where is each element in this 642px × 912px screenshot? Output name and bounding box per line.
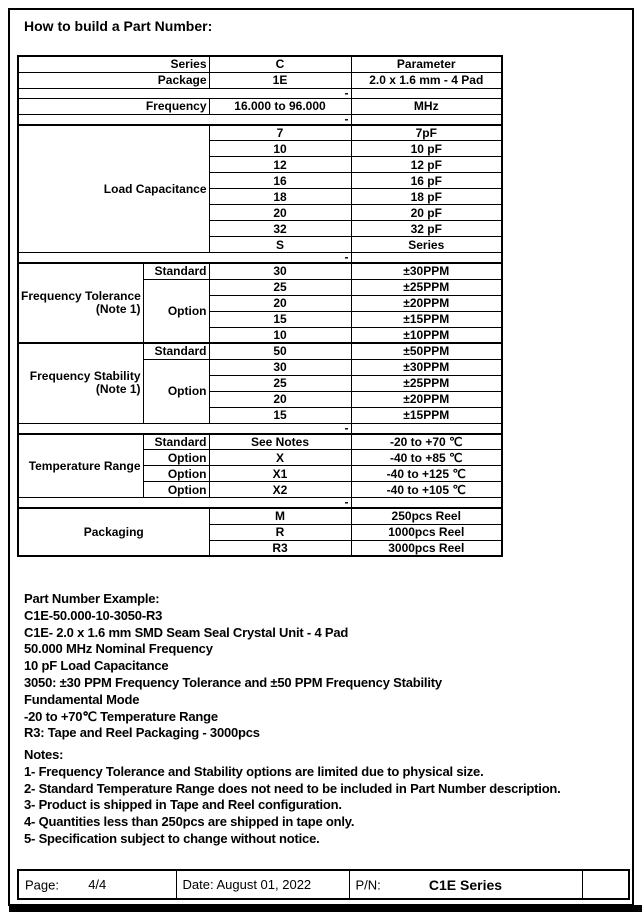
separator-dash-cell: - <box>18 88 351 98</box>
separator-empty-cell <box>351 253 502 264</box>
temperature-range-row <box>18 434 502 450</box>
ft-param-cell: ±10PPM <box>351 327 502 343</box>
separator-empty-cell <box>351 498 502 509</box>
ft-code-cell: 10 <box>209 327 351 343</box>
tr-param-cell: -40 to +125 ℃ <box>351 466 502 482</box>
lc-code-cell: S <box>209 237 351 253</box>
footer-row <box>18 870 629 899</box>
footer-date-cell <box>176 870 349 899</box>
page-title: How to build a Part Number: <box>24 18 213 34</box>
notes-heading: Notes: <box>24 747 64 762</box>
frequency-tolerance-label-cell <box>18 263 143 343</box>
example-heading: Part Number Example: <box>24 591 160 606</box>
lc-code-cell: 12 <box>209 157 351 173</box>
lc-param-cell: 16 pF <box>351 173 502 189</box>
lc-code-cell: 18 <box>209 189 351 205</box>
frequency-stability-label: Frequency Stability <box>29 369 141 384</box>
footer-table <box>17 869 630 900</box>
example-line: 50.000 MHz Nominal Frequency <box>24 641 213 657</box>
pkg-param-cell: 3000pcs Reel <box>351 540 502 556</box>
fs-param-cell: ±50PPM <box>351 343 502 359</box>
frequency-stability-note: (Note 1) <box>95 382 141 397</box>
tr-type-cell: Option <box>143 482 209 498</box>
series-label-cell: Series <box>18 56 209 72</box>
lc-param-cell: 20 pF <box>351 205 502 221</box>
tr-type-cell: Option <box>143 450 209 466</box>
frequency-value-cell: 16.000 to 96.000 <box>209 98 351 114</box>
ft-param-cell: ±30PPM <box>351 263 502 279</box>
packaging-label-cell: Packaging <box>18 508 209 556</box>
lc-param-cell: 12 pF <box>351 157 502 173</box>
fs-code-cell: 50 <box>209 343 351 359</box>
package-value-cell: 1E <box>209 72 351 88</box>
separator-row <box>18 423 502 434</box>
example-line: 3050: ±30 PPM Frequency Tolerance and ±50 PPM Frequency Stability <box>24 674 442 690</box>
example-line: -20 to +70℃ Temperature Range <box>24 708 218 724</box>
load-capacitance-label-cell: Load Capacitance <box>18 125 209 253</box>
lc-code-cell: 10 <box>209 141 351 157</box>
date-text: Date: August 01, 2022 <box>182 877 312 892</box>
frequency-stability-label-cell <box>18 343 143 423</box>
lc-param-cell: 18 pF <box>351 189 502 205</box>
fs-standard-label-cell: Standard <box>143 343 209 359</box>
fs-code-cell: 25 <box>209 375 351 391</box>
frequency-tolerance-label: Frequency Tolerance <box>21 289 141 303</box>
ft-standard-label-cell: Standard <box>143 263 209 279</box>
footer-page-cell <box>18 870 176 899</box>
package-label-cell: Package <box>18 72 209 88</box>
fs-param-cell: ±20PPM <box>351 391 502 407</box>
lc-code-cell: 20 <box>209 205 351 221</box>
note-line: 3- Product is shipped in Tape and Reel configuration. <box>24 797 342 813</box>
tr-param-cell: -40 to +105 ℃ <box>351 482 502 498</box>
pkg-param-cell: 1000pcs Reel <box>351 524 502 540</box>
package-row <box>18 72 502 88</box>
note-line: 2- Standard Temperature Range does not need to be included in Part Number description. <box>24 780 561 796</box>
page-number: 4/4 <box>88 877 107 892</box>
page-bottom-bar <box>9 905 642 912</box>
separator-dash-cell: - <box>18 423 351 434</box>
lc-param-cell: 32 pF <box>351 221 502 237</box>
part-number-table <box>17 55 503 557</box>
frequency-row <box>18 98 502 114</box>
series-value-cell: C <box>209 56 351 72</box>
separator-row <box>18 498 502 509</box>
ft-param-cell: ±25PPM <box>351 279 502 295</box>
footer-pn-cell <box>349 870 582 899</box>
separator-dash-cell: - <box>18 253 351 264</box>
separator-empty-cell <box>351 88 502 98</box>
pkg-code-cell: R3 <box>209 540 351 556</box>
frequency-label-cell: Frequency <box>18 98 209 114</box>
fs-code-cell: 20 <box>209 391 351 407</box>
fs-param-cell: ±30PPM <box>351 359 502 375</box>
lc-param-cell: 10 pF <box>351 141 502 157</box>
example-line: 10 pF Load Capacitance <box>24 658 169 674</box>
ft-code-cell: 15 <box>209 311 351 327</box>
ft-option-label-cell: Option <box>143 279 209 343</box>
separator-row <box>18 88 502 98</box>
separator-empty-cell <box>351 114 502 125</box>
tr-code-cell: X <box>209 450 351 466</box>
tr-type-cell: Option <box>143 466 209 482</box>
example-line: C1E-50.000-10-3050-R3 <box>24 607 163 623</box>
frequency-tolerance-row <box>18 263 502 279</box>
series-param-cell: Parameter <box>351 56 502 72</box>
note-line: 4- Quantities less than 250pcs are shipped in tape only. <box>24 814 355 830</box>
footer-empty-cell <box>582 870 629 899</box>
tr-type-cell: Standard <box>143 434 209 450</box>
lc-code-cell: 16 <box>209 173 351 189</box>
series-row <box>18 56 502 72</box>
separator-dash-cell: - <box>18 114 351 125</box>
tr-param-cell: -20 to +70 ℃ <box>351 434 502 450</box>
lc-param-cell: 7pF <box>351 125 502 141</box>
separator-row <box>18 114 502 125</box>
package-param-cell: 2.0 x 1.6 mm - 4 Pad <box>351 72 502 88</box>
page-label: Page: <box>25 877 59 892</box>
pkg-code-cell: M <box>209 508 351 524</box>
pkg-param-cell: 250pcs Reel <box>351 508 502 524</box>
ft-code-cell: 20 <box>209 295 351 311</box>
tr-code-cell: X2 <box>209 482 351 498</box>
pkg-code-cell: R <box>209 524 351 540</box>
example-line: C1E- 2.0 x 1.6 mm SMD Seam Seal Crystal Unit - 4 Pad <box>24 624 349 640</box>
frequency-tolerance-note: (Note 1) <box>95 302 141 316</box>
fs-option-label-cell: Option <box>143 359 209 423</box>
separator-empty-cell <box>351 423 502 434</box>
temperature-range-label-cell: Temperature Range <box>18 434 143 498</box>
ft-param-cell: ±15PPM <box>351 311 502 327</box>
lc-param-cell: Series <box>351 237 502 253</box>
frequency-stability-row <box>18 343 502 359</box>
ft-code-cell: 25 <box>209 279 351 295</box>
separator-row <box>18 253 502 264</box>
pn-label: P/N: <box>355 877 381 892</box>
packaging-row <box>18 508 502 524</box>
note-line: 5- Specification subject to change without notice. <box>24 830 320 846</box>
part-number-example-block <box>24 591 442 742</box>
fs-code-cell: 15 <box>209 407 351 423</box>
tr-code-cell: X1 <box>209 466 351 482</box>
lc-code-cell: 7 <box>209 125 351 141</box>
ft-code-cell: 30 <box>209 263 351 279</box>
tr-param-cell: -40 to +85 ℃ <box>351 450 502 466</box>
separator-dash-cell: - <box>18 498 351 509</box>
lc-code-cell: 32 <box>209 221 351 237</box>
pn-value: C1E Series <box>428 876 503 893</box>
fs-code-cell: 30 <box>209 359 351 375</box>
example-line: R3: Tape and Reel Packaging - 3000pcs <box>24 725 260 741</box>
tr-code-cell: See Notes <box>209 434 351 450</box>
fs-param-cell: ±15PPM <box>351 407 502 423</box>
fs-param-cell: ±25PPM <box>351 375 502 391</box>
example-line: Fundamental Mode <box>24 691 140 707</box>
note-line: 1- Frequency Tolerance and Stability options are limited due to physical size. <box>24 763 484 779</box>
notes-block <box>24 747 561 848</box>
frequency-param-cell: MHz <box>351 98 502 114</box>
load-capacitance-row <box>18 125 502 141</box>
ft-param-cell: ±20PPM <box>351 295 502 311</box>
